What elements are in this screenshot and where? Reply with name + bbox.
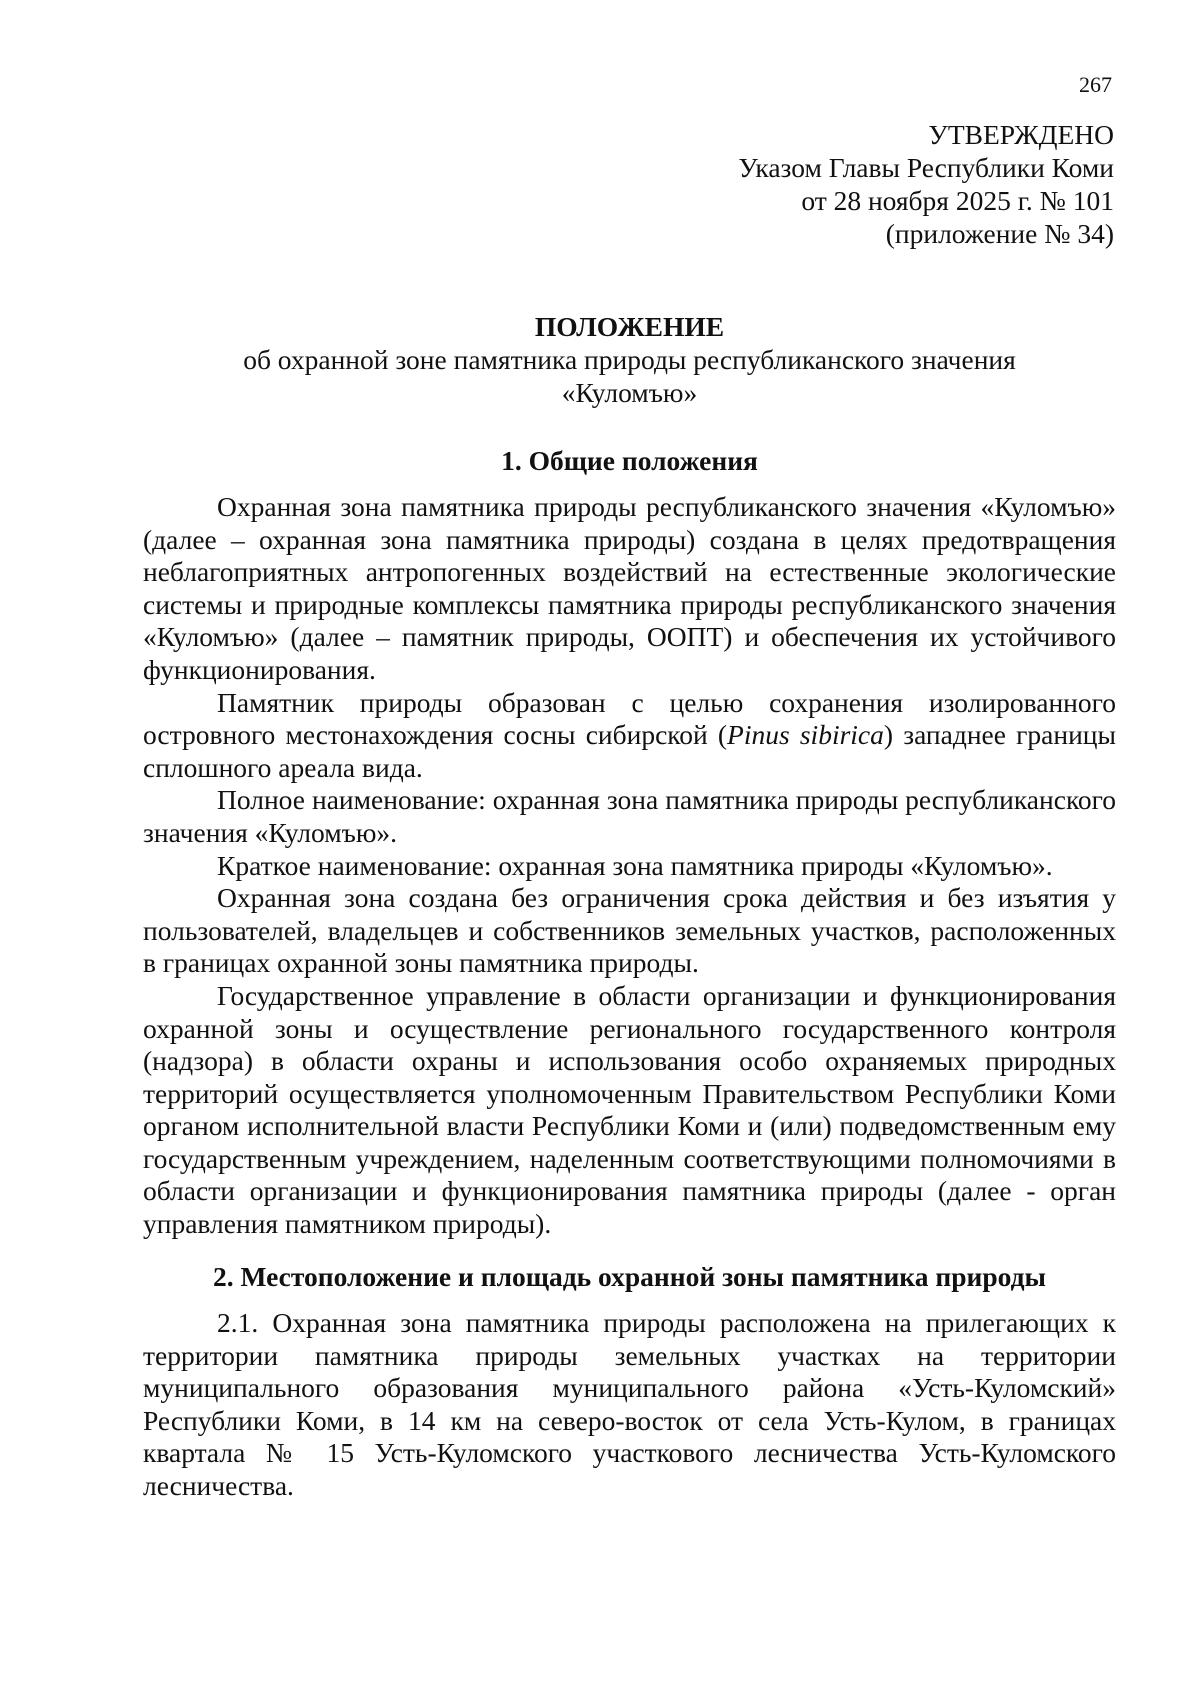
paragraph: Полное наименование: охранная зона памятника природы республиканского значения «Куломъю». bbox=[143, 784, 1116, 848]
paragraph: Охранная зона создана без ограничения срока действия и без изъятия у пользователей, владельцев и собственников земельных участков, расположенных в границах охранной зоны памятника природы. bbox=[143, 882, 1116, 979]
paragraph: Краткое наименование: охранная зона памятника природы «Куломъю». bbox=[217, 849, 1053, 881]
document-title-block bbox=[143, 310, 1116, 409]
paragraph: 2.1. Охранная зона памятника природы расположена на прилегающих к территории памятника природы земельных участках на территории муниципального образования муниципального района «Усть-Куломский» Республики Коми, в 14 км на северо-восток от села Усть-Кулом, в границах квартала № 15 Усть-Куломского участкового лесничества Усть-Куломского лесничества. bbox=[143, 1307, 1116, 1501]
document-subtitle: об охранной зоне памятника природы республиканского значения bbox=[243, 344, 1016, 375]
latin-species-name: Pinus sibirica bbox=[727, 719, 884, 751]
section-body bbox=[143, 491, 1116, 1241]
approval-line: УТВЕРЖДЕНО bbox=[928, 119, 1114, 150]
approval-line: (приложение № 34) bbox=[885, 218, 1114, 249]
section-body bbox=[143, 1307, 1116, 1503]
paragraph bbox=[143, 687, 1116, 785]
approval-stamp bbox=[738, 118, 1114, 250]
page-number: 267 bbox=[1079, 72, 1112, 97]
approval-line: Указом Главы Республики Коми bbox=[738, 152, 1114, 183]
paragraph: Охранная зона памятника природы республиканского значения «Куломъю» (далее – охранная зона памятника природы) создана в целях предотвращения неблагоприятных антропогенных воздействий на естественные экологические системы и природные комплексы памятника природы республиканского значения «Куломъю» (далее – памятник природы, ООПТ) и обеспечения их устойчивого функционирования. bbox=[143, 491, 1116, 685]
paragraph-text: Памятник природы образован с целью сохранения изолированного островного местонахождения сосны сибирской ( bbox=[143, 686, 1116, 751]
document-subtitle: «Куломъю» bbox=[561, 377, 698, 408]
section-heading: 1. Общие положения bbox=[501, 445, 758, 476]
paragraph: Государственное управление в области организации и функционирования охранной зоны и осуществление регионального государственного контроля (надзора) в области охраны и использования особо охраняемых природных территорий осуществляется уполномоченным Правительством Республики Коми органом исполнительной власти Республики Коми и (или) подведомственным ему государственным учреждением, наделенным соответствующими полномочиями в области организации и функционирования памятника природы (далее - орган управления памятником природы). bbox=[143, 979, 1116, 1240]
paragraph-text: ) западнее границы сплошного ареала вида. bbox=[143, 719, 1116, 783]
section-heading: 2. Местоположение и площадь охранной зоны памятника природы bbox=[213, 1261, 1046, 1292]
approval-line: от 28 ноября 2025 г. № 101 bbox=[801, 185, 1114, 216]
document-title: ПОЛОЖЕНИЕ bbox=[534, 311, 725, 342]
